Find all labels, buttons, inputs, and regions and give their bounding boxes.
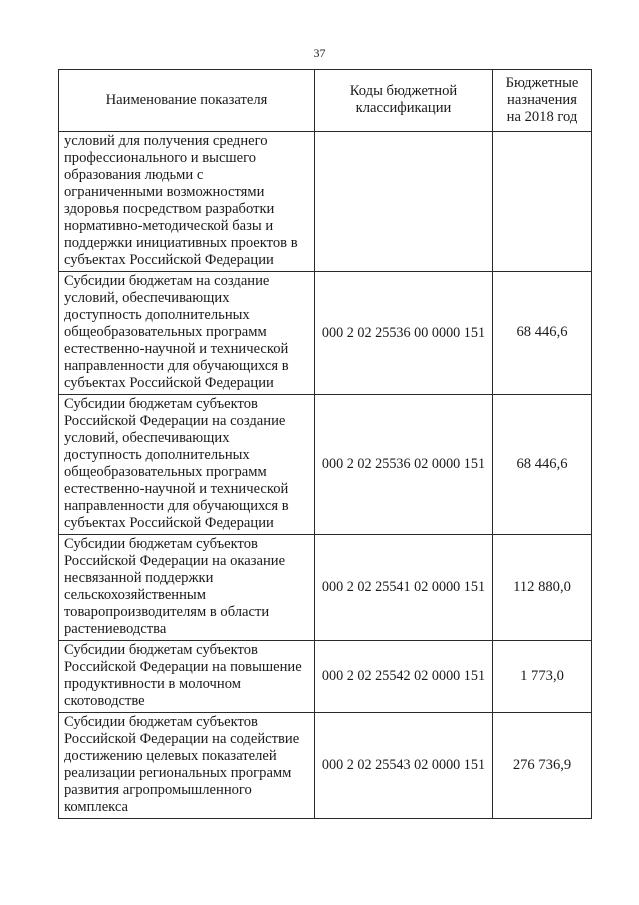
header-codes-line: Коды бюджетной (349, 83, 458, 99)
indicator-name-line: условий для получения среднего (64, 133, 268, 149)
indicator-name-line: Субсидии бюджетам субъектов (64, 642, 258, 658)
indicator-name-cell (59, 713, 315, 819)
budget-code-cell: 000 2 02 25543 02 0000 151 (315, 713, 493, 819)
table-row (59, 272, 592, 395)
indicator-name-cell (59, 395, 315, 535)
indicator-name-line: образования людьми с (64, 167, 204, 183)
indicator-name-line: направленности для обучающихся в (64, 498, 289, 514)
header-row (59, 70, 592, 132)
header-budget-line: назначения (507, 91, 577, 108)
header-name (59, 70, 315, 132)
budget-value-cell: 68 446,6 (493, 395, 592, 535)
indicator-name-line: Субсидии бюджетам субъектов (64, 536, 258, 552)
table-row (59, 641, 592, 713)
indicator-name-cell (59, 641, 315, 713)
indicator-name-line: естественно-научной и технической (64, 481, 289, 497)
table-body (59, 132, 592, 819)
page-number: 37 (313, 46, 326, 60)
indicator-name-line: профессионального и высшего (64, 150, 257, 166)
table-row (59, 395, 592, 535)
indicator-name-line: поддержки инициативных проектов в (64, 235, 298, 251)
indicator-name-line: продуктивности в молочном (64, 676, 241, 692)
indicator-name-line: здоровья посредством разработки (64, 201, 275, 217)
budget-code-cell: 000 2 02 25536 00 0000 151 (315, 272, 493, 395)
indicator-name-line: естественно-научной и технической (64, 341, 289, 357)
header-codes-line: классификации (355, 100, 452, 116)
indicator-name-line: Субсидии бюджетам субъектов (64, 396, 258, 412)
indicator-name-cell (59, 272, 315, 395)
indicator-name-line: Субсидии бюджетам на создание (64, 273, 270, 289)
header-budget-line: Бюджетные (505, 74, 579, 91)
table-row (59, 713, 592, 819)
indicator-name-line: условий, обеспечивающих (64, 290, 230, 306)
indicator-name-line: Субсидии бюджетам субъектов (64, 714, 258, 730)
indicator-name-cell (59, 132, 315, 272)
budget-code-cell: 000 2 02 25536 02 0000 151 (315, 395, 493, 535)
indicator-name-line: достижению целевых показателей (64, 748, 277, 764)
indicator-name-line: направленности для обучающихся в (64, 358, 289, 374)
indicator-name-line: скотоводстве (64, 693, 145, 709)
indicator-name-line: субъектах Российской Федерации (64, 252, 274, 268)
budget-value-cell: 68 446,6 (493, 272, 592, 395)
indicator-name-line: товаропроизводителям в области (64, 604, 270, 620)
indicator-name-line: комплекса (64, 799, 129, 815)
budget-value-cell: 112 880,0 (493, 535, 592, 641)
table-row (59, 535, 592, 641)
budget-code-cell: 000 2 02 25542 02 0000 151 (315, 641, 493, 713)
budget-code-cell (315, 132, 493, 272)
budget-value-cell: 1 773,0 (493, 641, 592, 713)
header-budget-line: на 2018 год (506, 108, 578, 125)
indicator-name-line: Российской Федерации на создание (64, 413, 286, 429)
indicator-name-line: несвязанной поддержки (64, 570, 214, 586)
indicator-name-line: нормативно-методической базы и (64, 218, 274, 234)
indicator-name-line: общеобразовательных программ (64, 324, 267, 340)
header-budget (493, 70, 592, 132)
indicator-name-line: доступность дополнительных (64, 447, 250, 463)
indicator-name-line: реализации региональных программ (64, 765, 292, 781)
indicator-name-line: Российской Федерации на повышение (64, 659, 302, 675)
indicator-name-line: субъектах Российской Федерации (64, 375, 274, 391)
indicator-name-line: растениеводства (64, 621, 167, 637)
indicator-name-line: сельскохозяйственным (64, 587, 206, 603)
budget-code-cell: 000 2 02 25541 02 0000 151 (315, 535, 493, 641)
header-codes (315, 70, 493, 132)
indicator-name-line: условий, обеспечивающих (64, 430, 230, 446)
table-header (59, 70, 592, 132)
indicator-name-line: ограниченными возможностями (64, 184, 265, 200)
table-row (59, 132, 592, 272)
indicator-name-line: общеобразовательных программ (64, 464, 267, 480)
indicator-name-line: Российской Федерации на оказание (64, 553, 286, 569)
indicator-name-line: развития агропромышленного (64, 782, 252, 798)
budget-table (58, 69, 592, 819)
header-name-text: Наименование показателя (105, 91, 268, 108)
budget-value-cell: 276 736,9 (493, 713, 592, 819)
indicator-name-line: Российской Федерации на содействие (64, 731, 300, 747)
indicator-name-cell (59, 535, 315, 641)
budget-value-cell (493, 132, 592, 272)
indicator-name-line: субъектах Российской Федерации (64, 515, 274, 531)
indicator-name-line: доступность дополнительных (64, 307, 250, 323)
